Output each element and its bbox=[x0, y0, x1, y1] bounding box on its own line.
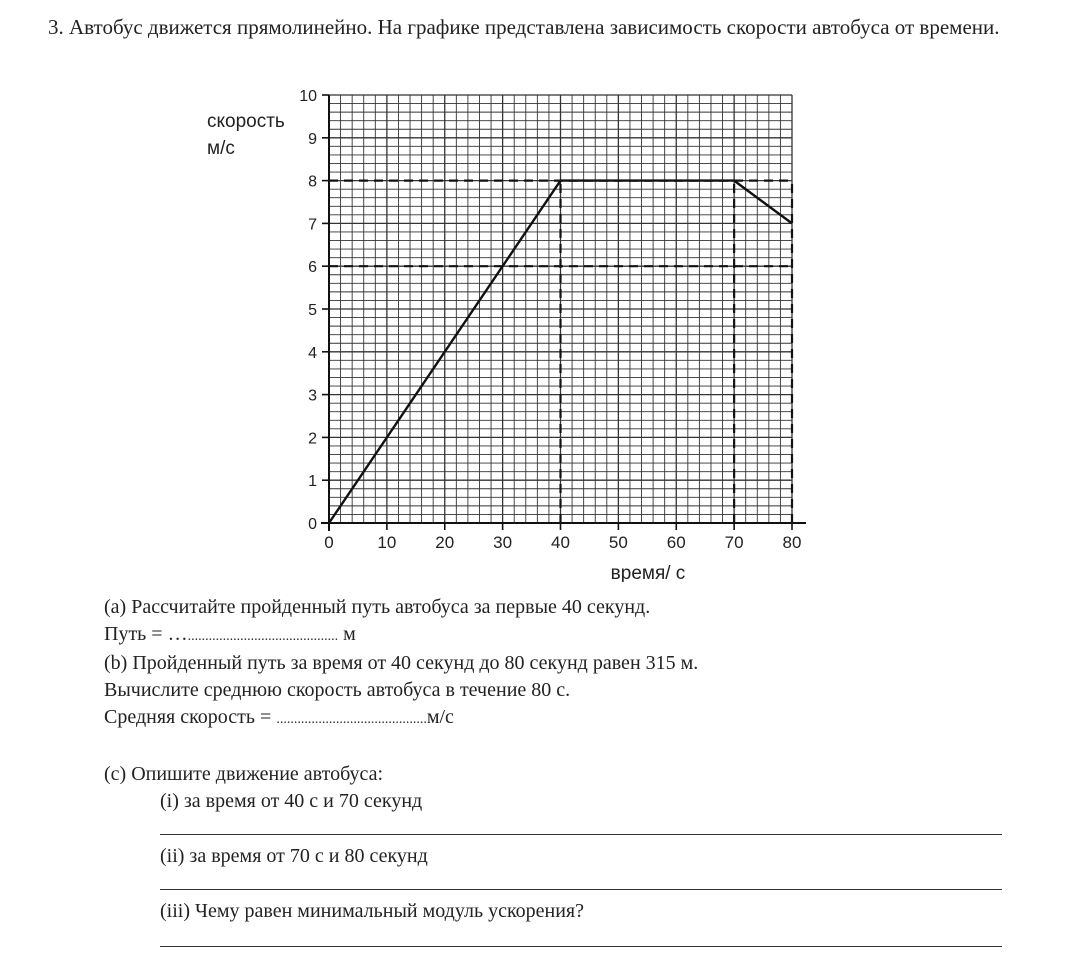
y-tick-label: 3 bbox=[308, 387, 317, 405]
question-body: Автобус движется прямолинейно. На графике представлена зависимость скорости автобуса от времени. bbox=[69, 15, 1000, 39]
part-c-answer-line-2[interactable] bbox=[160, 889, 1002, 890]
part-b-answer-unit: м/с bbox=[426, 706, 454, 728]
y-axis-unit-label: м/с bbox=[207, 138, 235, 159]
part-b-answer-blank[interactable]: ........................................... bbox=[276, 712, 427, 727]
y-tick-label: 0 bbox=[308, 516, 317, 533]
velocity-time-chart bbox=[200, 82, 850, 582]
part-b-text2: Вычислите среднюю скорость автобуса в течение 80 с. bbox=[104, 679, 571, 701]
y-tick-label: 4 bbox=[308, 344, 317, 362]
question-number: 3. bbox=[48, 15, 64, 39]
y-tick-label: 10 bbox=[299, 88, 317, 105]
part-c-item-2: (ii) за время от 70 с и 80 секунд bbox=[160, 845, 428, 867]
part-b-text: (b) Пройденный путь за время от 40 секунд до 80 секунд равен 315 м. bbox=[104, 652, 699, 674]
part-b-answer bbox=[104, 704, 454, 733]
part-a-text: (a) Рассчитайте пройденный путь автобуса за первые 40 секунд. bbox=[104, 596, 651, 618]
x-tick-label: 10 bbox=[377, 533, 397, 552]
x-tick-label: 30 bbox=[493, 533, 513, 552]
y-tick-label: 5 bbox=[308, 302, 317, 319]
part-c-text: (c) Опишите движение автобуса: bbox=[104, 763, 384, 785]
part-b-answer-prefix: Средняя скорость = bbox=[104, 706, 277, 728]
x-tick-label: 80 bbox=[782, 533, 802, 552]
x-tick-label: 70 bbox=[724, 533, 744, 552]
y-axis-label: скорость bbox=[207, 111, 285, 132]
part-c-answer-line-3[interactable] bbox=[160, 946, 1002, 947]
y-tick-label: 7 bbox=[308, 216, 317, 234]
part-c-item-3: (iii) Чему равен минимальный модуль ускорения? bbox=[160, 900, 585, 922]
x-tick-label: 0 bbox=[324, 533, 334, 552]
y-tick-label: 8 bbox=[308, 173, 317, 191]
x-axis-label: время/ с bbox=[610, 563, 686, 582]
y-tick-label: 1 bbox=[308, 473, 317, 491]
part-a-answer-blank[interactable]: ........................................... bbox=[187, 629, 339, 644]
x-tick-label: 50 bbox=[608, 533, 628, 552]
x-tick-label: 40 bbox=[551, 533, 570, 552]
y-tick-label: 6 bbox=[308, 259, 317, 277]
part-a-answer bbox=[104, 621, 356, 650]
question-text bbox=[48, 14, 1018, 41]
x-tick-label: 20 bbox=[435, 533, 455, 552]
y-tick-label: 9 bbox=[308, 130, 317, 148]
y-tick-label: 2 bbox=[308, 430, 317, 448]
x-tick-label: 60 bbox=[666, 533, 686, 552]
part-a-answer-unit: м bbox=[338, 623, 356, 645]
part-c-answer-line-1[interactable] bbox=[160, 834, 1002, 835]
part-a-answer-prefix: Путь = … bbox=[104, 623, 188, 645]
part-c-item-1: (i) за время от 40 с и 70 секунд bbox=[160, 790, 423, 812]
